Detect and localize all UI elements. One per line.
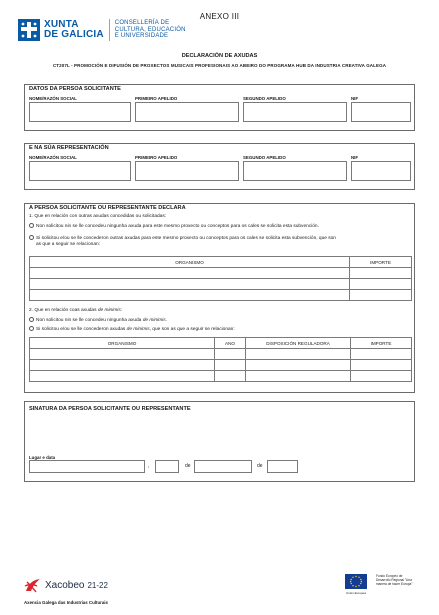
aids-table [29,256,412,301]
aids-cell[interactable] [30,290,350,301]
date-de-2: de [257,463,263,469]
q2-option-none[interactable] [29,317,167,324]
document-subtitle: CT207L - PROMOCIÓN E DIFUSIÓN DE PROXECTOS MUSICAIS PROFESIONAIS AO ABEIRO DO PROGRAMA HUB DA INDUSTRIA CREATIVA GALEGA [52,63,387,68]
year-field[interactable] [267,460,298,473]
dm-cell[interactable] [215,360,246,371]
aids-cell[interactable] [30,279,350,290]
applicant-surname1-field[interactable] [135,102,239,122]
aids-cell[interactable] [30,268,350,279]
dm-cell[interactable] [246,371,351,382]
applicant-name-label: NOME/RAZÓN SOCIAL [29,96,77,101]
signature-title: SINATURA DA PERSOA SOLICITANTE OU REPRESENTANTE [29,406,191,412]
eu-logo [345,574,367,595]
q1-option-none[interactable] [29,223,319,230]
eu-fund-text: Fondo Europeo de Desarrollo Regional "Una manera de hacer Europa" [376,574,413,586]
dm-cell[interactable] [246,360,351,371]
eu-flag-icon [345,574,367,589]
dm-cell[interactable] [351,371,412,382]
de-minimis-table [29,337,412,382]
dept-line3: E UNIVERSIDADE [114,33,169,40]
q2-opt2-italic: de minimis [126,327,150,332]
q2-italic: de minimis [97,308,121,313]
q2-opt1-suffix: . [165,318,167,323]
q1-radio-none[interactable] [29,223,34,228]
applicant-section [24,84,415,131]
table-row [30,279,412,290]
applicant-nif-field[interactable] [351,102,411,122]
day-field[interactable] [155,460,179,473]
question-2 [29,308,122,314]
date-comma: , [148,463,150,469]
q2-opt1-italic: de minimis [142,318,166,323]
q1-option-yes-text: Si solicitou e/ou se lle concederon outras axudas para este mesmo proxecto ou conceptos para os cales se solicita esta subvención, que son [36,236,336,241]
table-row [30,360,412,371]
dm-cell[interactable] [30,349,215,360]
applicant-surname1-label: PRIMEIRO APELIDO [135,96,178,101]
xunta-cross-icon [18,19,40,41]
xacobeo-word: Xacobeo [45,579,85,591]
dm-cell[interactable] [351,349,412,360]
month-field[interactable] [194,460,252,473]
q2-prefix: 2. Que en relación coas axudas [29,308,98,313]
declaration-section [24,203,415,393]
q2-opt2-prefix: Si solicitou e/ou se lle concederon axudas [36,327,127,332]
q2-opt2-suffix: , que son as que a seguir se relacionan: [149,327,235,332]
dm-col-organismo: ORGANISMO [30,338,215,349]
signature-section [24,401,415,482]
xacobeo-logo [24,577,108,593]
applicant-nif-label: NIF [351,96,359,101]
place-date-label: Lugar e data [29,455,56,460]
annex-label: ANEXO III [199,12,240,21]
table-row [30,290,412,301]
dm-cell[interactable] [246,349,351,360]
q1-option-yes[interactable] [29,235,413,248]
applicant-title: DATOS DA PERSOA SOLICITANTE [29,86,121,92]
declaration-title: A PERSOA SOLICITANTE OU REPRESENTANTE DECLARA [29,205,186,211]
q2-radio-yes[interactable] [29,326,34,331]
dm-cell[interactable] [30,371,215,382]
agency-name: Axencia Galega das Industrias Culturais [24,600,108,605]
aids-cell[interactable] [350,279,412,290]
table-row [30,371,412,382]
dm-cell[interactable] [30,360,215,371]
representative-section [24,143,415,190]
aids-cell[interactable] [350,268,412,279]
applicant-surname2-field[interactable] [243,102,347,122]
xacobeo-shell-icon [24,577,42,593]
logo-divider [109,19,110,41]
rep-surname1-label: PRIMEIRO APELIDO [135,155,178,160]
aids-col-importe: IMPORTE [350,257,412,268]
dm-cell[interactable] [215,349,246,360]
document-title: DECLARACIÓN DE AXUDAS [181,53,258,59]
rep-name-field[interactable] [29,161,131,181]
applicant-name-field[interactable] [29,102,131,122]
q1-radio-yes[interactable] [29,235,34,240]
dm-cell[interactable] [215,371,246,382]
rep-surname1-field[interactable] [135,161,239,181]
dept-line1: CONSELLERÍA DE [114,19,170,26]
rep-nif-label: NIF [351,155,359,160]
xacobeo-year: 21-22 [87,580,108,590]
logo-line1: XUNTA [44,19,79,30]
table-row [30,349,412,360]
rep-surname2-label: SEGUNDO APELIDO [243,155,286,160]
applicant-surname2-label: SEGUNDO APELIDO [243,96,286,101]
q2-opt1-prefix: Non solicitou nin se lle concedeu ningunha axuda [36,318,143,323]
table-row [30,268,412,279]
aids-col-organismo: ORGANISMO [30,257,350,268]
rep-surname2-field[interactable] [243,161,347,181]
q2-radio-none[interactable] [29,317,34,322]
representative-title: E NA SÚA REPRESENTACIÓN [29,145,109,151]
dm-col-ano: ANO [215,338,246,349]
q2-suffix: : [120,308,123,313]
rep-name-label: NOME/RAZÓN SOCIAL [29,155,77,160]
aids-cell[interactable] [350,290,412,301]
question-1: 1. Que en relación con outras axudas concedidas ou solicitadas: [29,214,167,219]
rep-nif-field[interactable] [351,161,411,181]
q1-option-yes-text-cont: as que a seguir se relacionan: [36,242,100,247]
q2-option-yes[interactable] [29,326,235,333]
q1-option-none-text: Non solicitou nin se lle concedeu ningunha axuda para este mesmo proxecto ou conceptos para os cales se solicita esta subvención. [36,224,319,229]
logo-line2: DE GALICIA [44,29,104,40]
dm-col-disposicion: DISPOSICIÓN REGULADORA [246,338,351,349]
date-de-1: de [185,463,191,469]
dept-line2: CULTURA, EDUCACIÓN [114,26,186,33]
place-field[interactable] [29,460,145,473]
dm-cell[interactable] [351,360,412,371]
xunta-logo [18,19,186,41]
eu-caption: Unión Europea [345,591,366,595]
dm-col-importe: IMPORTE [351,338,412,349]
